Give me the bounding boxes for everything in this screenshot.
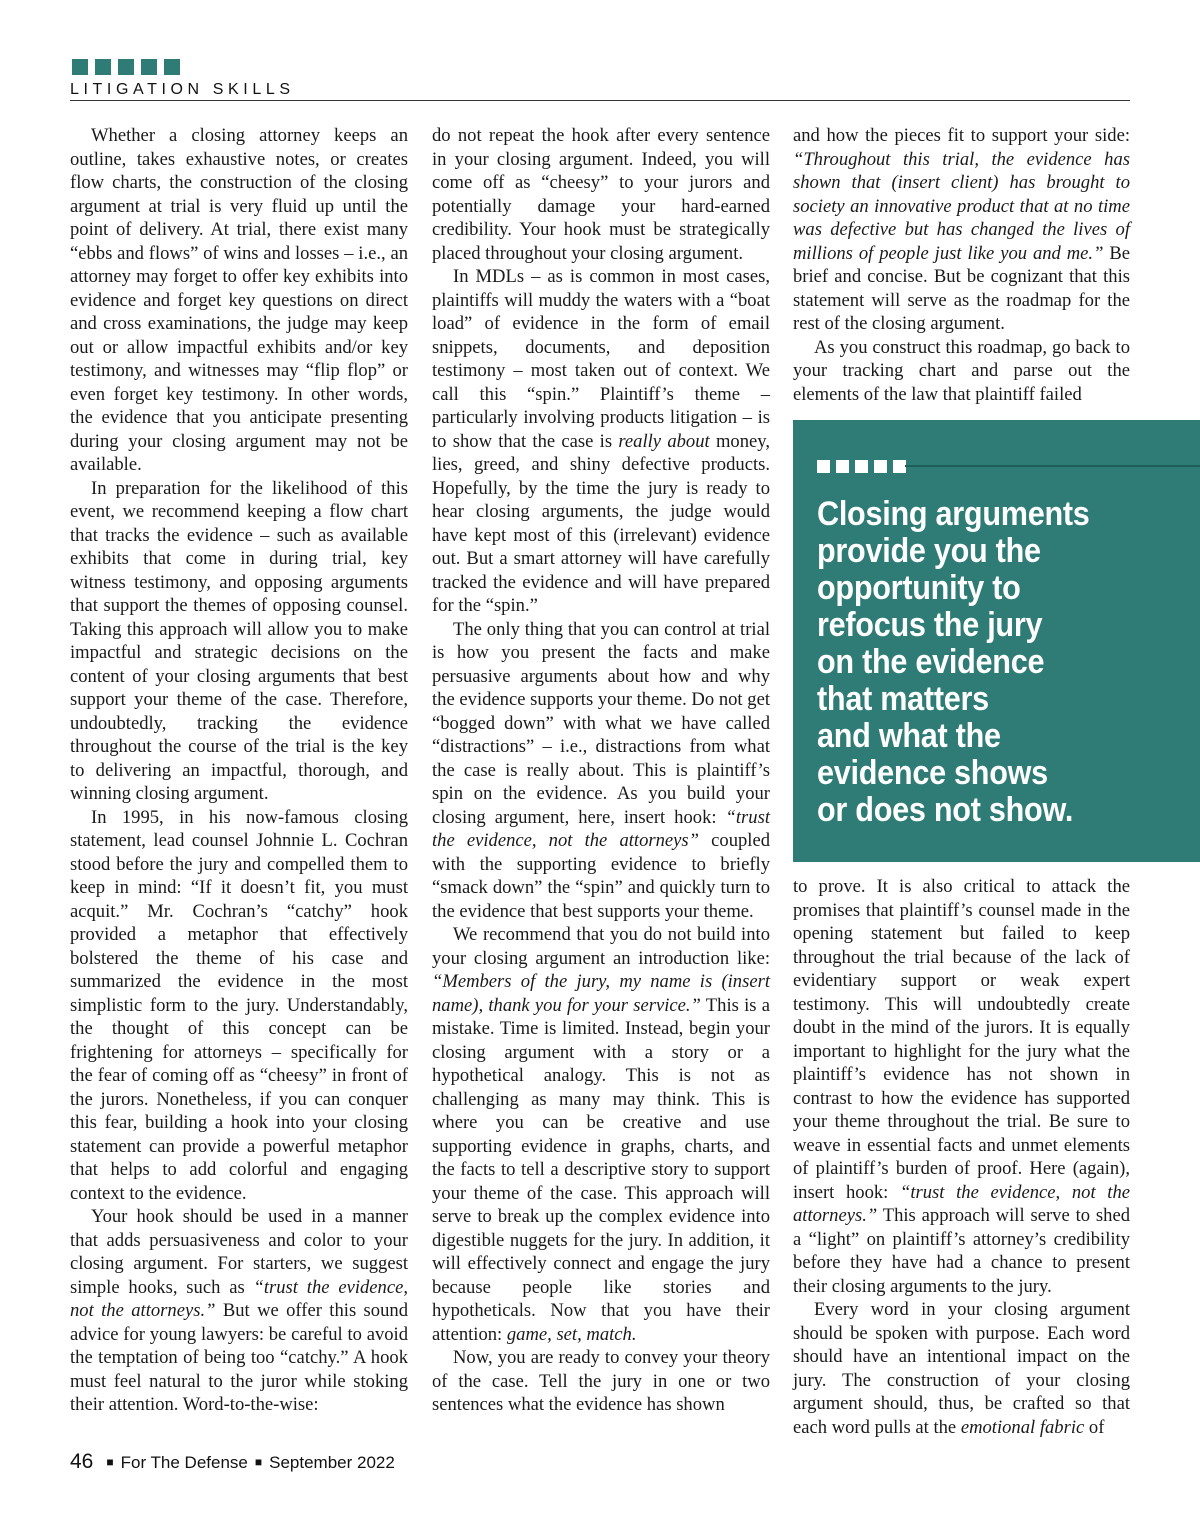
paragraph: Every word in your closing argument should be spoken with purpose. Each word should have an intentional impact on the jury. The construction of your closing argument should, thus, be crafted so that each word pulls at the emotional fabric of <box>793 1299 1130 1438</box>
column-1 <box>70 124 408 1417</box>
bullet-icon: ■ <box>106 1455 114 1469</box>
column-3-top <box>793 124 1130 406</box>
paragraph: In 1995, in his now-famous closing statement, lead counsel Johnnie L. Cochran stood before the jury and compelled them to keep in mind: “If it doesn’t fit, you must acquit.” Mr. Cochran’s “catchy” hook provided a metaphor that effectively bolstered the theme of his case and summarized the evidence in the most simplistic form to the jury. Understandably, the thought of this concept can be frightening for attorneys – specifically for the fear of coming off as “cheesy” in front of the jurors. Nonetheless, if you can conquer this fear, building a hook into your closing statement can provide a powerful metaphor that helps to add colorful and engaging context to the evidence. <box>70 806 408 1204</box>
paragraph: and how the pieces fit to support your side: “Throughout this trial, the evidence has shown that (insert client) has brought to society an innovative product that at no time was defective but has changed the lives of millions of people just like you and me.” Be brief and concise. But be cognizant that this statement will serve as the roadmap for the rest of the closing argument. <box>793 125 1130 334</box>
column-2 <box>432 124 770 1417</box>
paragraph: do not repeat the hook after every sentence in your closing argument. Indeed, you will come off as “cheesy” to your jurors and potentially damage your hard-earned credibility. Your hook must be strategically placed throughout your closing argument. <box>432 125 770 264</box>
paragraph: In preparation for the likelihood of this event, we recommend keeping a flow chart that tracks the evidence – such as available exhibits that come in during trial, key witness testimony, and opposing arguments that support the themes of opposing counsel. Taking this approach will allow you to make impactful and strategic decisions on the content of your closing arguments that best support your theme of the case. Therefore, undoubtedly, tracking the evidence throughout the course of the trial is the key to delivering an impactful, thorough, and winning closing argument. <box>70 477 408 804</box>
pull-quote-text: Closing arguments provide you the opportunity to refocus the jury on the evidence that matters and what the evidence shows or does not show. <box>817 495 1090 829</box>
paragraph: to prove. It is also critical to attack the promises that plaintiff’s counsel made in the opening statement but failed to keep throughout the trial because of the lack of evidentiary support or weak expert testimony. This will undoubtedly create doubt in the mind of the jurors. It is equally important to highlight for the jury what the plaintiff’s evidence has not shown in contrast to how the evidence has supported your theme throughout the trial. Be sure to weave in essential facts and unmet elements of plaintiff’s burden of proof. Here (again), insert hook: “trust the evidence, not the attorneys.” This approach will serve to shed a “light” on plaintiff’s attorney’s credibility before they have had a chance to present their closing arguments to the jury. <box>793 876 1130 1297</box>
column-3-bottom <box>793 875 1130 1439</box>
paragraph: Now, you are ready to convey your theory of the case. Tell the jury in one or two sentences what the evidence has shown <box>432 1347 770 1415</box>
pull-quote-squares-icon <box>817 460 912 473</box>
pull-quote-rule <box>905 465 1200 467</box>
paragraph: Your hook should be used in a manner that adds persuasiveness and color to your closing argument. For starters, we suggest simple hooks, such as “trust the evidence, not the attorneys.” But we offer this sound advice for young lawyers: be careful to avoid the temptation of being too “catchy.” A hook must feel natural to the juror while stoking their attention. Word-to-the-wise: <box>70 1206 408 1415</box>
issue-date: September 2022 <box>269 1453 395 1472</box>
paragraph: We recommend that you do not build into your closing argument an introduction like: “Members of the jury, my name is (insert name), thank you for your service.” This is a mistake. Time is limited. Instead, begin your closing argument with a story or a hypothetical analogy. This is not as challenging as many may think. This is where you can be creative and use supporting evidence in graphs, charts, and the facts to tell a descriptive story to support your theme of the case. This approach will serve to break up the complex evidence into digestible nuggets for the jury. In addition, it will effectively connect and engage the jury because people like stories and hypotheticals. Now that you have their attention: game, set, match. <box>432 924 771 1345</box>
pull-quote <box>793 420 1200 862</box>
page-number: 46 <box>70 1450 94 1473</box>
bullet-icon: ■ <box>254 1455 263 1469</box>
paragraph: Whether a closing attorney keeps an outline, takes exhaustive notes, or creates flow charts, the construction of the closing argument at trial is very fluid up until the point of delivery. At trial, there exist many “ebbs and flows” of wins and losses – i.e., an attorney may forget to offer key exhibits into evidence and forget key questions on direct and cross examinations, the judge may keep out or allow impactful exhibits and/or key testimony, and witnesses may “flip flop” or even forget key testimony. In other words, the evidence that you anticipate presenting during your closing argument may not be available. <box>70 125 408 475</box>
page-footer <box>70 1452 395 1473</box>
header-squares-icon <box>72 59 187 75</box>
header-rule <box>70 100 1130 101</box>
paragraph: In MDLs – as is common in most cases, plaintiffs will muddy the waters with a “boat load” of evidence in the form of email snippets, documents, and deposition testimony – most taken out of context. We call this “spin.” Plaintiff’s theme – particularly involving products litigation – is to show that the case is really about money, lies, greed, and shiny defective products. Hopefully, by the time the jury is ready to hear closing arguments, the judge would have kept most of this (irrelevant) evidence out. But a smart attorney will have carefully tracked the evidence and will have prepared for the “spin.” <box>432 266 770 616</box>
section-label: LITIGATION SKILLS <box>70 81 295 98</box>
paragraph: As you construct this roadmap, go back to your tracking chart and parse out the elements of the law that plaintiff failed <box>793 336 1130 405</box>
publication-name: For The Defense <box>120 1453 248 1472</box>
paragraph: The only thing that you can control at trial is how you present the facts and make persuasive arguments about how and why the evidence supports your theme. Do not get “bogged down” with what we have called “distractions” – i.e., distractions from what the case is really about. This is plaintiff’s spin on the evidence. As you build your closing argument, here, insert hook: “trust the evidence, not the attorneys” coupled with the supporting evidence to briefly “smack down” the “spin” and quickly turn to the evidence that best supports your theme. <box>432 618 771 922</box>
